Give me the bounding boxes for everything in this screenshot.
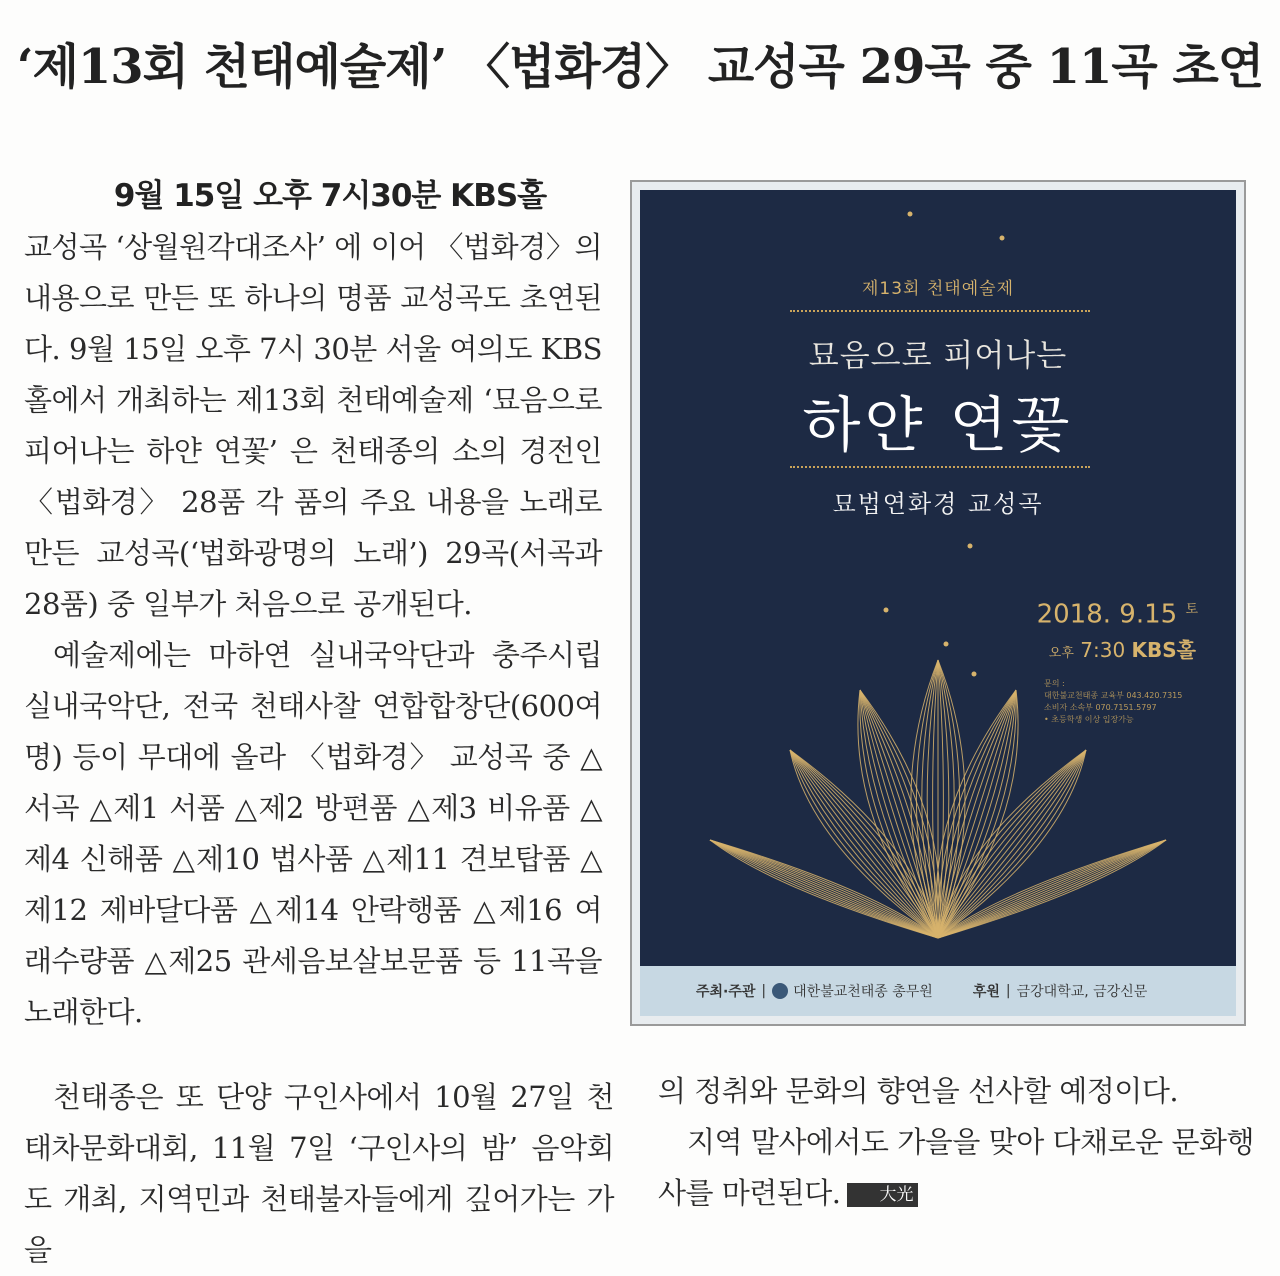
star-dot [944, 642, 949, 647]
separator: | [761, 983, 767, 999]
host-label: 주최·주관 [696, 984, 756, 1000]
poster-contact-info [1044, 678, 1224, 726]
poster-rule-bottom [790, 466, 1090, 468]
poster-artwork [640, 190, 1236, 966]
lotus-illustration [640, 190, 1236, 966]
poster-day: 토 [1185, 602, 1198, 617]
sponsor-label: 후원 [972, 984, 1000, 1000]
poster-info-line: 문의 : [1044, 679, 1065, 688]
poster-festival-name: 제13회 천태예술제 [862, 279, 1014, 299]
poster-info-line: 대한불교천태종 교육부 043.420.7315 [1044, 691, 1183, 700]
paragraph-1: 교성곡 ‘상월원각대조사’ 에 이어 〈법화경〉의 내용으로 만든 또 하나의 명품 교성곡도 초연된다. 9월 15일 오후 7시 30분 서울 여의도 KBS홀에서 개최하는 제13회 천태예술제 ‘묘음으로 피어나는 하얀 연꽃’ 은 천태종의 소의 경전인 〈법화경〉 28품 각 품의 주요 내용을 노래로 만든 교성곡(‘법화광명의 노래’) 29곡(서곡과 28품) 중 일부가 처음으로 공개된다. [24, 230, 602, 621]
paragraph-2: 예술제에는 마하연 실내국악단과 충주시립 실내국악단, 전국 천태사찰 연합합창단(600여 명) 등이 무대에 올라 〈법화경〉 교성곡 중 △서곡 △제1 서품 △제2 방편품 △제3 비유품 △제4 신해품 △제10 법사품 △제11 견보탑품 △제12 제바달다품 △제14 안락행품 △제16 여래수량품 △제25 관세음보살보문품 등 11곡을 노래한다. [24, 638, 602, 1029]
subheadline: 9월 15일 오후 7시30분 KBS홀 [113, 178, 547, 214]
poster-time-value: 7:30 [1080, 638, 1126, 662]
poster-time [1049, 634, 1196, 663]
poster-rule-top [790, 310, 1090, 312]
poster-title: 하얀 연꽃 [802, 391, 1074, 461]
poster-footer [640, 966, 1236, 1016]
order-seal-icon [772, 983, 788, 999]
star-dot [908, 212, 913, 217]
paragraph-3-continued: 의 정취와 문화의 향연을 선사할 예정이다. [658, 1074, 1179, 1108]
star-dot [884, 608, 889, 613]
paragraph-4 [658, 1117, 1254, 1219]
article-column-2 [658, 1066, 1254, 1219]
poster-date-value: 2018. 9.15 [1036, 599, 1178, 630]
paragraph-4-text: 지역 말사에서도 가을을 맞아 다채로운 문화행사를 마련된다. [658, 1125, 1254, 1210]
poster-date [1037, 598, 1198, 630]
poster-venue: KBS홀 [1131, 638, 1196, 662]
separator: | [1005, 983, 1011, 999]
poster-subtitle: 묘음으로 피어나는 [808, 338, 1068, 374]
headline: ‘제13회 천태예술제’ 〈법화경〉 교성곡 29곡 중 11곡 초연 [16, 39, 1264, 95]
sponsor-name: 금강대학교, 금강신문 [1016, 984, 1148, 1000]
poster-info-line: • 초등학생 이상 입장가능 [1044, 715, 1134, 724]
byline-mark: 大光 [847, 1183, 918, 1207]
host-name: 대한불교천태종 총무원 [793, 984, 933, 1000]
star-dot [972, 672, 977, 677]
star-dot [968, 544, 973, 549]
poster-info-line: 소비자 소속부 070.7151.5797 [1044, 703, 1157, 712]
poster-time-prefix: 오후 [1048, 646, 1074, 661]
event-poster [630, 180, 1246, 1026]
article-column-1 [24, 222, 602, 1038]
star-dot [1000, 236, 1005, 241]
article-column-1-bottom [24, 1072, 614, 1276]
poster-suite-name: 묘법연화경 교성곡 [832, 490, 1044, 518]
paragraph-3: 천태종은 또 단양 구인사에서 10월 27일 천태차문화대회, 11월 7일 ‘구인사의 밤’ 음악회도 개최, 지역민과 천태불자들에게 깊어가는 가을 [24, 1080, 614, 1267]
